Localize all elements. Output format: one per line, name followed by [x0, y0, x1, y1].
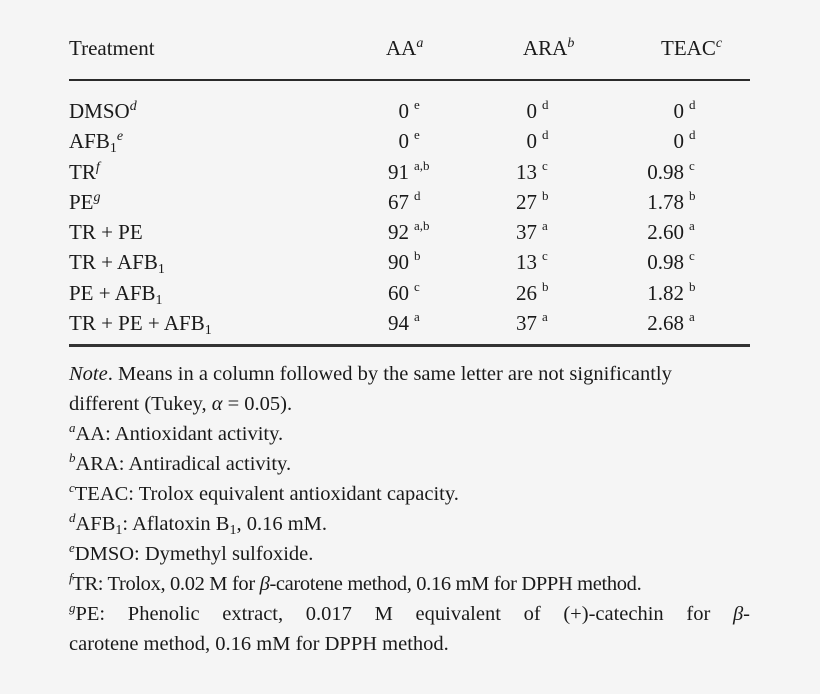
header-aa	[386, 36, 423, 61]
teac-cell	[624, 187, 696, 217]
footnote-f	[69, 569, 750, 599]
footnote-mark: b	[69, 450, 76, 465]
note-label: Note	[69, 363, 108, 385]
aa-significance: b	[414, 248, 421, 264]
teac-value: 1.78	[647, 189, 684, 214]
treatment-label: TR + PE	[69, 220, 143, 245]
header-aa-footnote: a	[416, 36, 424, 51]
ara-significance: b	[542, 187, 549, 203]
header-ara-footnote: b	[567, 36, 575, 51]
aa-cell	[359, 187, 421, 217]
aa-significance: e	[414, 127, 420, 143]
ara-value: 13	[516, 159, 537, 184]
teac-value: 1.82	[647, 280, 684, 305]
table-row	[69, 278, 750, 308]
ara-cell	[487, 187, 549, 217]
ara-value: 37	[516, 220, 537, 245]
treatment-label: PE + AFB	[69, 280, 156, 305]
ara-value: 13	[516, 250, 537, 275]
footnote-text: PE: Phenolic extract, 0.017 M equivalent of (+)-catechin for	[75, 603, 733, 625]
teac-value: 2.60	[647, 220, 684, 245]
teac-value: 0.98	[647, 250, 684, 275]
table-body	[69, 96, 750, 338]
ara-value: 26	[516, 280, 537, 305]
header-teac-label: TEAC	[661, 36, 716, 60]
ara-cell	[487, 278, 549, 308]
teac-value: 2.68	[647, 311, 684, 336]
aa-value: 0	[398, 129, 409, 154]
aa-significance: d	[414, 187, 421, 203]
treatment-footnote: d	[129, 99, 137, 114]
header-treatment	[69, 36, 155, 61]
footnote-text: -carotene method, 0.16 mM for DPPH method.	[269, 573, 642, 595]
note-line-1	[69, 359, 750, 389]
footnote-d	[69, 509, 750, 539]
teac-significance: d	[689, 97, 696, 112]
footnote-mark: e	[69, 540, 75, 555]
footnote-text: DMSO: Dymethyl sulfoxide.	[74, 543, 314, 565]
ara-significance: c	[542, 248, 548, 264]
teac-value: 0	[673, 129, 684, 154]
aa-significance: a,b	[414, 218, 430, 234]
table-row	[69, 157, 750, 187]
teac-value: 0	[673, 99, 684, 123]
aa-significance: a,b	[414, 157, 430, 173]
teac-significance: d	[689, 127, 696, 143]
table-row	[69, 247, 750, 277]
aa-cell	[359, 278, 420, 308]
treatment-label: DMSO	[69, 99, 130, 123]
aa-value: 94	[388, 311, 409, 336]
ara-value: 27	[516, 189, 537, 214]
footnote-text: TR: Trolox, 0.02 M for	[72, 573, 260, 595]
subscript: 1	[115, 523, 123, 538]
note-text: different (Tukey,	[69, 393, 212, 415]
ara-significance: d	[542, 97, 549, 112]
treatment-cell	[69, 278, 163, 308]
ara-significance: b	[542, 278, 549, 294]
header-ara	[523, 36, 574, 61]
treatment-label: PE	[69, 189, 94, 214]
footnote-a	[69, 419, 750, 449]
header-row	[69, 36, 750, 72]
table-bottom-rule	[69, 344, 750, 347]
treatment-label: TR + PE + AFB	[69, 311, 205, 336]
aa-value: 60	[388, 280, 409, 305]
aa-significance: a	[414, 309, 420, 325]
footnote-text: TEAC: Trolox equivalent antioxidant capacity.	[74, 483, 459, 505]
teac-cell	[624, 308, 695, 338]
ara-significance: a	[542, 218, 548, 234]
table-row	[69, 217, 750, 247]
table-row	[69, 96, 750, 126]
footnote-mark: a	[69, 420, 76, 435]
treatment-label: TR + AFB	[69, 250, 158, 275]
ara-significance: a	[542, 309, 548, 325]
table-row	[69, 187, 750, 217]
footnote-mark: d	[69, 510, 76, 525]
alpha-symbol: α	[211, 393, 223, 415]
beta-symbol: β	[259, 573, 270, 595]
aa-value: 67	[388, 189, 409, 214]
footnote-text: AA: Antioxidant activity.	[75, 423, 284, 445]
treatment-subscript: 1	[157, 262, 165, 278]
footnote-e	[69, 539, 750, 569]
treatment-footnote: g	[93, 189, 101, 205]
ara-significance: c	[542, 157, 548, 173]
header-aa-label: AA	[386, 36, 417, 60]
footnote-g	[69, 599, 750, 629]
header-teac-footnote: c	[715, 36, 723, 51]
ara-cell	[487, 157, 548, 187]
teac-cell	[624, 96, 696, 126]
ara-cell	[487, 217, 548, 247]
table-row	[69, 126, 750, 156]
teac-significance: c	[689, 157, 695, 173]
footnote-b	[69, 449, 750, 479]
ara-value: 0	[526, 129, 537, 154]
treatment-footnote: f	[95, 159, 100, 175]
footnote-mark: g	[69, 600, 76, 615]
ara-value: 37	[516, 311, 537, 336]
teac-cell	[624, 247, 695, 277]
ara-cell	[487, 126, 549, 156]
footnote-text: -	[743, 603, 750, 625]
header-treatment-label: Treatment	[69, 36, 155, 60]
note-text: . Means in a column followed by the same letter are not significantly	[107, 363, 672, 385]
treatment-footnote: e	[116, 129, 124, 145]
footnote-g-continued	[69, 629, 750, 659]
treatment-subscript: 1	[155, 292, 163, 308]
treatment-cell	[69, 187, 101, 217]
teac-cell	[624, 157, 695, 187]
aa-value: 0	[398, 99, 409, 123]
teac-cell	[624, 126, 696, 156]
teac-significance: a	[689, 309, 695, 325]
ara-cell	[487, 308, 548, 338]
note-line-2	[69, 389, 750, 419]
aa-value: 92	[388, 220, 409, 245]
footnote-mark: c	[69, 480, 75, 495]
table-header	[69, 36, 750, 72]
teac-significance: b	[689, 278, 696, 294]
ara-significance: d	[542, 127, 549, 143]
aa-cell	[359, 308, 420, 338]
treatment-cell	[69, 308, 212, 338]
table-row	[69, 308, 750, 338]
aa-value: 91	[388, 159, 409, 184]
aa-cell	[359, 157, 430, 187]
treatment-label: AFB	[69, 129, 110, 154]
teac-cell	[624, 217, 695, 247]
teac-cell	[624, 278, 696, 308]
treatment-subscript: 1	[204, 323, 212, 339]
ara-cell	[487, 247, 548, 277]
ara-cell	[487, 96, 549, 126]
aa-significance: c	[414, 278, 420, 294]
teac-significance: b	[689, 187, 696, 203]
footnote-mark: f	[69, 570, 73, 585]
teac-value: 0.98	[647, 159, 684, 184]
aa-significance: e	[414, 97, 420, 112]
treatment-label: TR	[69, 159, 96, 184]
treatment-cell	[69, 96, 137, 126]
table-notes	[69, 359, 750, 659]
subscript: 1	[229, 523, 237, 538]
aa-cell	[359, 96, 420, 126]
treatment-cell	[69, 217, 143, 247]
footnote-text: : Aflatoxin B	[122, 513, 230, 535]
note-text: = 0.05).	[222, 393, 293, 415]
footnote-text: ARA: Antiradical activity.	[75, 453, 292, 475]
aa-cell	[359, 247, 421, 277]
treatment-cell	[69, 126, 123, 156]
aa-value: 90	[388, 250, 409, 275]
beta-symbol: β	[732, 603, 744, 625]
footnote-text: carotene method, 0.16 mM for DPPH method.	[69, 633, 449, 655]
aa-cell	[359, 126, 420, 156]
header-ara-label: ARA	[523, 36, 568, 60]
footnote-c	[69, 479, 750, 509]
treatment-cell	[69, 157, 100, 187]
treatment-subscript: 1	[109, 141, 117, 157]
teac-significance: a	[689, 218, 695, 234]
teac-significance: c	[689, 248, 695, 264]
footnote-text: , 0.16 mM.	[236, 513, 328, 535]
header-teac	[661, 36, 722, 61]
aa-cell	[359, 217, 430, 247]
footnote-text: AFB	[75, 513, 116, 535]
treatment-cell	[69, 247, 165, 277]
ara-value: 0	[526, 99, 537, 123]
table-top-rule	[69, 79, 750, 81]
